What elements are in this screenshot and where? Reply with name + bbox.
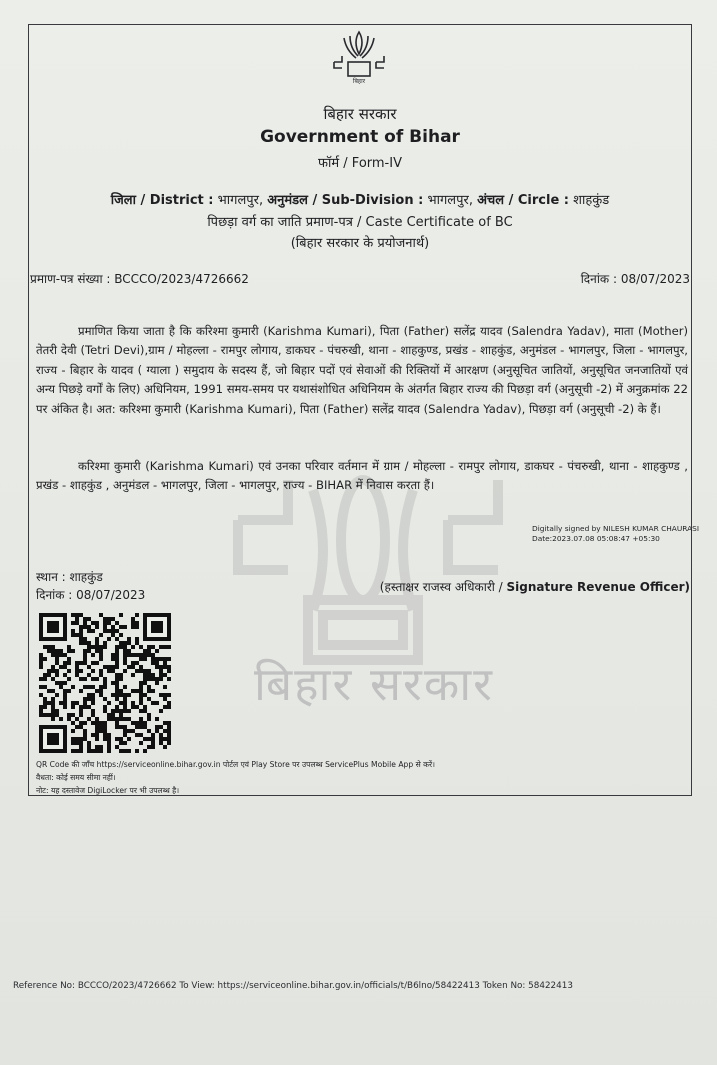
digital-signature-signer: Digitally signed by NILESH KUMAR CHAURASI (532, 524, 700, 533)
note-digilocker: नोट: यह दस्तावेज DigiLocker पर भी उपलब्ध है। (36, 786, 180, 795)
district-line (28, 190, 692, 208)
certificate-number: प्रमाण-पत्र संख्या : BCCCO/2023/4726662 (30, 272, 249, 286)
certificate-subtitle: (बिहार सरकार के प्रयोजनार्थ) (290, 236, 430, 251)
digital-signature (532, 524, 699, 544)
notes-block (36, 758, 435, 797)
circle-label: अंचल / Circle : (477, 193, 570, 208)
digital-signature-date: Date:2023.07.08 05:08:47 +05:30 (532, 534, 660, 543)
place-date: दिनांक : 08/07/2023 (36, 588, 146, 602)
certificate-body-paragraph-1: प्रमाणित किया जाता है कि करिश्मा कुमारी (Karishma Kumari), पिता (Father) सलेंद्र यादव (Salendra Yadav), माता (Mother) तेतरी देवी (Tetri Devi),ग्राम / मोहल्ला - रामपुर लोगाय, डाकघर - पंचरुखी, थाना - शाहकुण्ड, प्रखंड - शाहकुंड, अनुमंडल - भागलपुर, जिला - भागलपुर, राज्य - बिहार के यादव ( ग्याला ) समुदाय के सदस्य हैं, जो बिहार पदों एवं सेवाओं की रिक्तियों में आरक्षण (अनुसूचित जातियों, अनुसूचित जनजातियों एवं अन्य पिछड़े वर्गों के लिए) अधिनियम, 1991 समय-समय पर यथासंशोधित अधिनियम के अंतर्गत बिहार राज्य की पिछड़ा वर्ग (अनुसूची -2) में अनुक्रमांक 22 पर अंकित है। अत: करिश्मा कुमारी (Karishma Kumari), पिता (Father) सलेंद्र यादव (Salendra Yadav), पिछड़ा वर्ग (अनुसूची -2) के हैं। (36, 324, 688, 416)
qr-code-icon[interactable] (39, 613, 171, 753)
certificate-date: दिनांक : 08/07/2023 (580, 272, 690, 286)
subdivision-value: भागलपुर, (423, 193, 478, 208)
certificate-body-paragraph-2: करिश्मा कुमारी (Karishma Kumari) एवं उनका परिवार वर्तमान में ग्राम / मोहल्ला - रामपुर लोगाय, डाकघर - पंचरुखी, थाना - शाहकुण्ड , प्रखंड - शाहकुंड , अनुमंडल - भागलपुर, जिला - भागलपुर, राज्य - BIHAR में निवास करता हैं। (36, 459, 688, 493)
emblem-text: बिहार (352, 78, 366, 85)
certificate-title: पिछड़ा वर्ग का जाति प्रमाण-पत्र / Caste Certificate of BC (207, 215, 513, 230)
district-label: जिला / District : (110, 193, 214, 208)
form-number: फॉर्म / Form-IV (318, 156, 402, 171)
watermark-text: बिहार सरकार (254, 657, 494, 711)
place: स्थान : शाहकुंड (36, 570, 103, 584)
signature-english: Signature Revenue Officer) (506, 580, 690, 594)
signature-revenue-officer (380, 578, 690, 595)
signature-hindi: (हस्ताक्षर राजस्व अधिकारी / (379, 580, 507, 594)
place-block (36, 568, 145, 604)
government-english-title: Government of Bihar (260, 127, 460, 147)
government-hindi-title: बिहार सरकार (323, 105, 397, 123)
circle-value: शाहकुंड (569, 193, 610, 208)
note-validity: वैधता: कोई समय सीमा नहीं। (36, 773, 116, 782)
district-value: भागलपुर, (213, 193, 268, 208)
subdivision-label: अनुमंडल / Sub-Division : (267, 193, 424, 208)
note-qr-verification: QR Code की जाँच https://serviceonline.bihar.gov.in पोर्टल एवं Play Store पर उपलब्ध ServicePlus Mobile App से करें। (36, 760, 435, 769)
reference-footer: Reference No: BCCCO/2023/4726662 To View: https://serviceonline.bihar.gov.in/officials/t/B6lno/58422413 Token No: 58422413 (13, 981, 573, 991)
bihar-emblem-icon (328, 28, 390, 86)
